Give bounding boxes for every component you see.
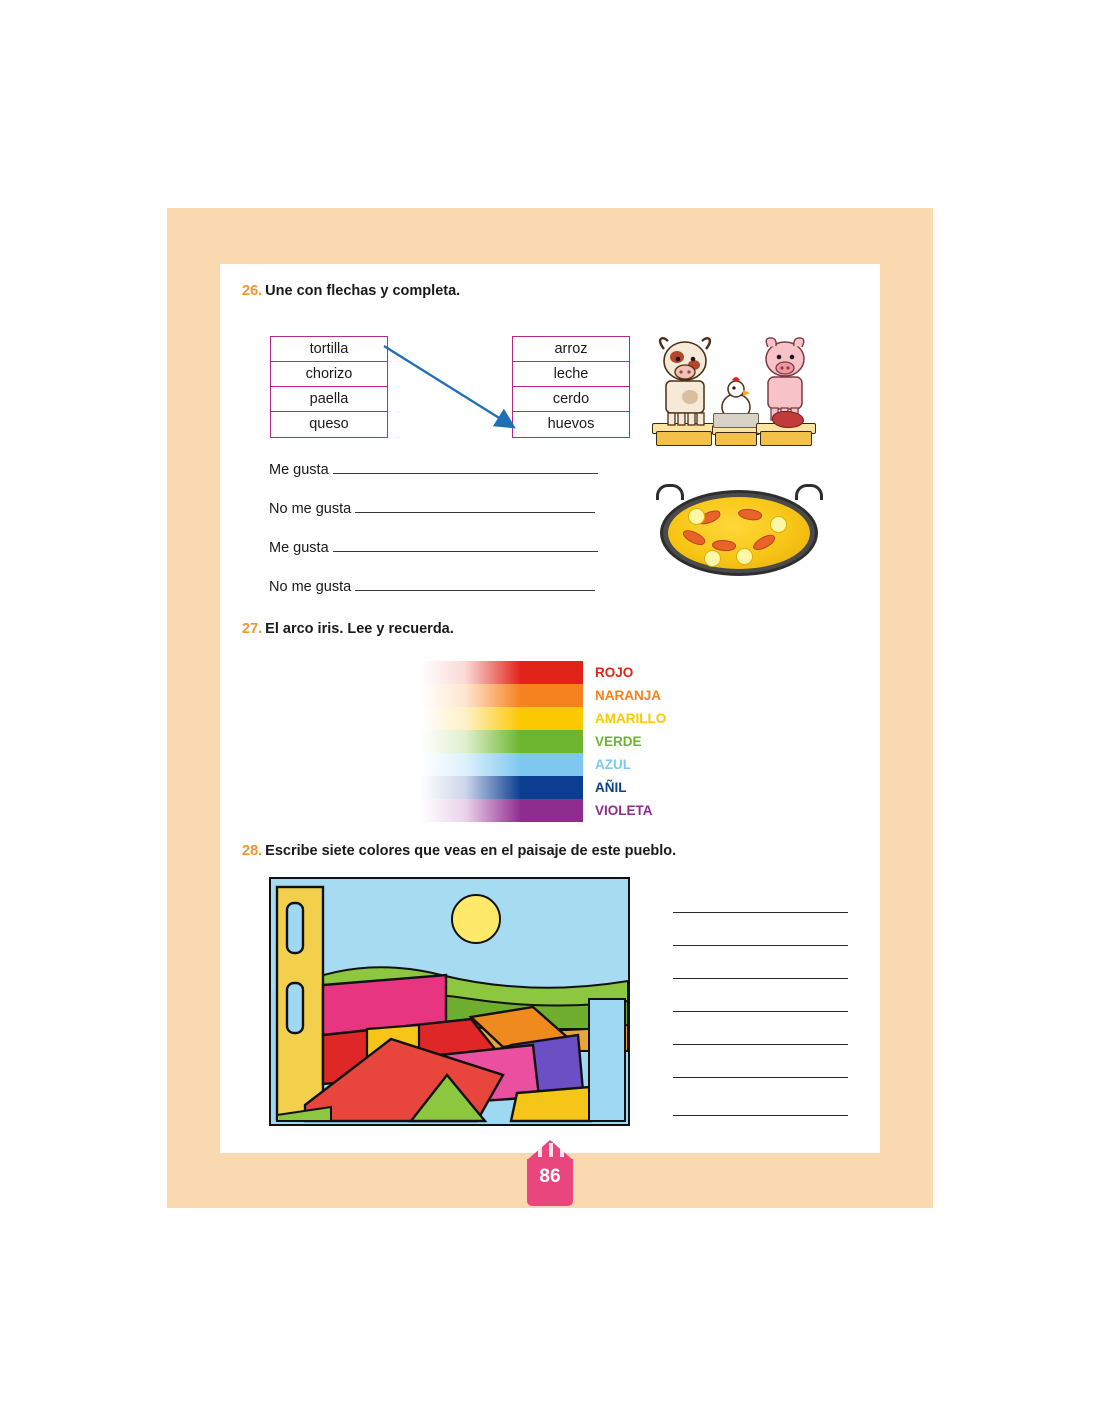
page-number: 86: [539, 1166, 561, 1187]
fill-line-3[interactable]: [333, 538, 598, 552]
word-cell-tortilla[interactable]: tortilla: [271, 337, 387, 362]
exercise-27-heading: [242, 621, 454, 637]
answer-line-7[interactable]: [673, 1115, 848, 1116]
exercise-26-title: Une con flechas y completa.: [265, 283, 461, 299]
rainbow-row-azul: [420, 753, 631, 776]
answer-line-6[interactable]: [673, 1077, 848, 1078]
rainbow-row-violeta: [420, 799, 653, 822]
answer-line-4[interactable]: [673, 1011, 848, 1012]
rainbow-row-anil: [420, 776, 627, 799]
rainbow-row-amarillo: [420, 707, 667, 730]
fill-label-1: Me gusta: [269, 462, 329, 478]
fill-label-4: No me gusta: [269, 579, 352, 595]
word-column-left: [270, 336, 388, 438]
exercise-26-number: 26.: [242, 283, 263, 299]
paella-pan-illustration: [652, 482, 827, 582]
fill-line-4[interactable]: [355, 577, 595, 591]
rainbow-label-violeta: VIOLETA: [595, 803, 653, 818]
village-landscape-illustration: [269, 877, 630, 1126]
rainbow-row-verde: [420, 730, 642, 753]
pencil-stripe-mid: [549, 1143, 553, 1157]
exercise-28-title: Escribe siete colores que veas en el paisaje de este pueblo.: [265, 843, 677, 859]
word-column-right: [512, 336, 630, 438]
answer-line-2[interactable]: [673, 945, 848, 946]
fill-row-1: [269, 460, 598, 478]
exercise-26-heading: [242, 283, 460, 299]
page-number-pencil: [527, 1140, 573, 1206]
exercise-28-heading: [242, 843, 676, 859]
rainbow-row-rojo: [420, 661, 634, 684]
rainbow-color-table: [420, 661, 667, 822]
fill-label-2: No me gusta: [269, 501, 352, 517]
word-cell-paella[interactable]: paella: [271, 387, 387, 412]
exercise-27-number: 27.: [242, 621, 263, 637]
exercise-27-title: El arco iris. Lee y recuerda.: [265, 621, 454, 637]
exercise-28-number: 28.: [242, 843, 263, 859]
rainbow-label-rojo: ROJO: [595, 665, 634, 680]
word-cell-leche[interactable]: leche: [513, 362, 629, 387]
word-cell-huevos[interactable]: huevos: [513, 412, 629, 437]
rainbow-label-amarillo: AMARILLO: [595, 711, 667, 726]
answer-line-5[interactable]: [673, 1044, 848, 1045]
word-cell-chorizo[interactable]: chorizo: [271, 362, 387, 387]
rainbow-label-azul: AZUL: [595, 757, 631, 772]
word-cell-arroz[interactable]: arroz: [513, 337, 629, 362]
rainbow-label-naranja: NARANJA: [595, 688, 662, 703]
rainbow-label-anil: AÑIL: [595, 780, 627, 795]
fill-row-3: [269, 538, 598, 556]
pencil-stripe-left: [538, 1143, 542, 1157]
butcher-stand-illustration: [650, 325, 815, 450]
word-cell-queso[interactable]: queso: [271, 412, 387, 437]
answer-line-3[interactable]: [673, 978, 848, 979]
answer-line-1[interactable]: [673, 912, 848, 913]
word-cell-cerdo[interactable]: cerdo: [513, 387, 629, 412]
fill-row-2: [269, 499, 595, 517]
pencil-stripe-right: [560, 1143, 564, 1157]
fill-line-2[interactable]: [355, 499, 595, 513]
rainbow-row-naranja: [420, 684, 662, 707]
fill-label-3: Me gusta: [269, 540, 329, 556]
fill-row-4: [269, 577, 595, 595]
rainbow-label-verde: VERDE: [595, 734, 642, 749]
fill-line-1[interactable]: [333, 460, 598, 474]
